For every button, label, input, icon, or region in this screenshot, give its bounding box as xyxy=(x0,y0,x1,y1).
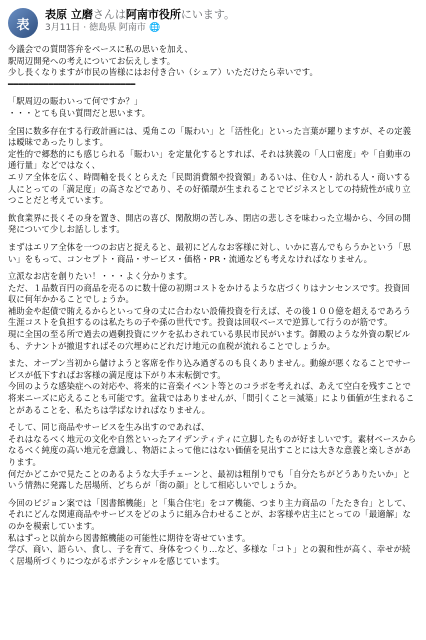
globe-icon[interactable]: 🌐 xyxy=(148,23,161,34)
post-paragraph: 「駅周辺の賑わいって何ですか？」 ・・・とても良い質問だと思います。 xyxy=(8,96,151,118)
post-subline xyxy=(45,23,235,34)
author-suffix: さんは xyxy=(92,8,126,21)
location-suffix: にいます。 xyxy=(180,8,235,21)
post-paragraph: 今議会での質問答弁をベースに私の思いを加え、 駅周辺開発への考えについてお伝えします。 少し長くなりますが市民の皆様にはお付き合い（シェア）いただけたら幸いです。 ━━━━━━━━━━━━━━━━━━━━━━━━━ xyxy=(8,44,318,89)
post-paragraph: また、オープン当初から儲けようと客席を作り込み過ぎるのも良くありません。動線が悪くなることでサービスが低下すればお客様の満足度は下がり本末転倒です。 今回のような感染症への対応や、将来的に音楽イベント等とのコラボを考えれば、あえて空白を残すことで将来ニーズに応えることも可能です。盆栽ではありませんが、「間引くこと＝減築」により価値が生まれることがあることを、私たちは学ばなければなりません。 xyxy=(8,358,415,415)
post-paragraph: そして、同じ商品やサービスを生み出すのであれば、 それはなるべく地元の文化や自然といったアイデンティティに立脚したものが好ましいです。素材ベースからなるべく純度の高い地元を意識し、物語によって他にはない価値を見出すことには大きな意義と楽しさがあります。 何だかどこかで見たことのあるような大手チェーンと、最初は粗削りでも「自分たちがどうありたいか」という情熱に発露した居場所、どちらが「街の顔」として相応しいでしょうか。 xyxy=(8,422,417,491)
checkin-location[interactable]: 阿南市役所 xyxy=(125,8,181,21)
post-date[interactable]: 3月11日 xyxy=(45,23,81,34)
post-paragraph: 全国に数多存在する行政計画には、兎角この「賑わい」と「活性化」といった言葉が躍りますが、その定義は曖昧であったりします。 定性的で郷愁的にも感じられる「賑わい」を定量化するとすれば、それは狭義の「人口密度」や「自動車の通行量」などではなく、 エリア全体を広く、時間軸を長くとらえた「民間消費額や投資額」あるいは、住む人・訪れる人・商いする人にとっての「満足度」の高さなどであり、その好循環が生まれることでビジネスとしての持続性が成り立つことだと考えています。 xyxy=(8,125,412,206)
post-paragraph: 立派なお店を創りたい！・・・よく分かります。 ただ、１品数百円の商品を売るのに数十億の初期コストをかけるような店づくりはナンセンスです。投資回収に何年かかることでしょうか。 補助金や起債で賄えるからといって身の丈に合わない設備投資を行えば、その後１００億を超えるであろう生涯コストを負担するのは私たちの子や孫の世代です。投資は回収ベースで逆算して行うのが筋です。 現に全国の至る所で過去の過剰投資にツケを払わされている県民市民がいます。御殿のような外資の駅ビルも、テナントが撤退すればその穴埋めにどれだけ地元の血税が流れることでしょうか。 xyxy=(8,271,411,351)
post-body xyxy=(0,42,426,567)
post-header xyxy=(0,0,426,42)
post-paragraph: 今回のビジョン案では「図書館機能」と「集合住宅」をコア機能、つまり主力商品の「たたき台」として、それにどんな関連商品やサービスをどのように組み合わせることが、お客様や店主にとっての「最適解」なのかを模索しています。 私はずっと以前から図書館機能の可能性に期待を寄せています。 学び、商い、語らい、食し、子を育て、身体をつくり…など、多様な「コト」との親和性が高く、幸せが続く居場所づくりにつながるポテンシャルを感じています。 xyxy=(8,497,411,566)
separator-dot: · xyxy=(83,23,87,34)
place-name[interactable]: 徳島県 阿南市 xyxy=(89,23,146,34)
author-name[interactable]: 表原 立磨 xyxy=(45,8,93,21)
post-meta xyxy=(45,8,235,34)
post-paragraph: 飲食業界に長くその身を置き、開店の喜び、閑散期の苦しみ、閉店の悲しさを味わった立場から、今回の開発について少しお話しします。 xyxy=(8,212,411,235)
post-paragraph: まずはエリア全体を一つのお店と捉えると、最初にどんなお客様に対し、いかに喜んでもらうかという「思い」をもって、コンセプト・商品・サービス・価格・PR・流通なども考えなければなりません。 xyxy=(8,241,412,264)
avatar[interactable]: 表 xyxy=(8,8,38,38)
author-line xyxy=(45,8,235,21)
